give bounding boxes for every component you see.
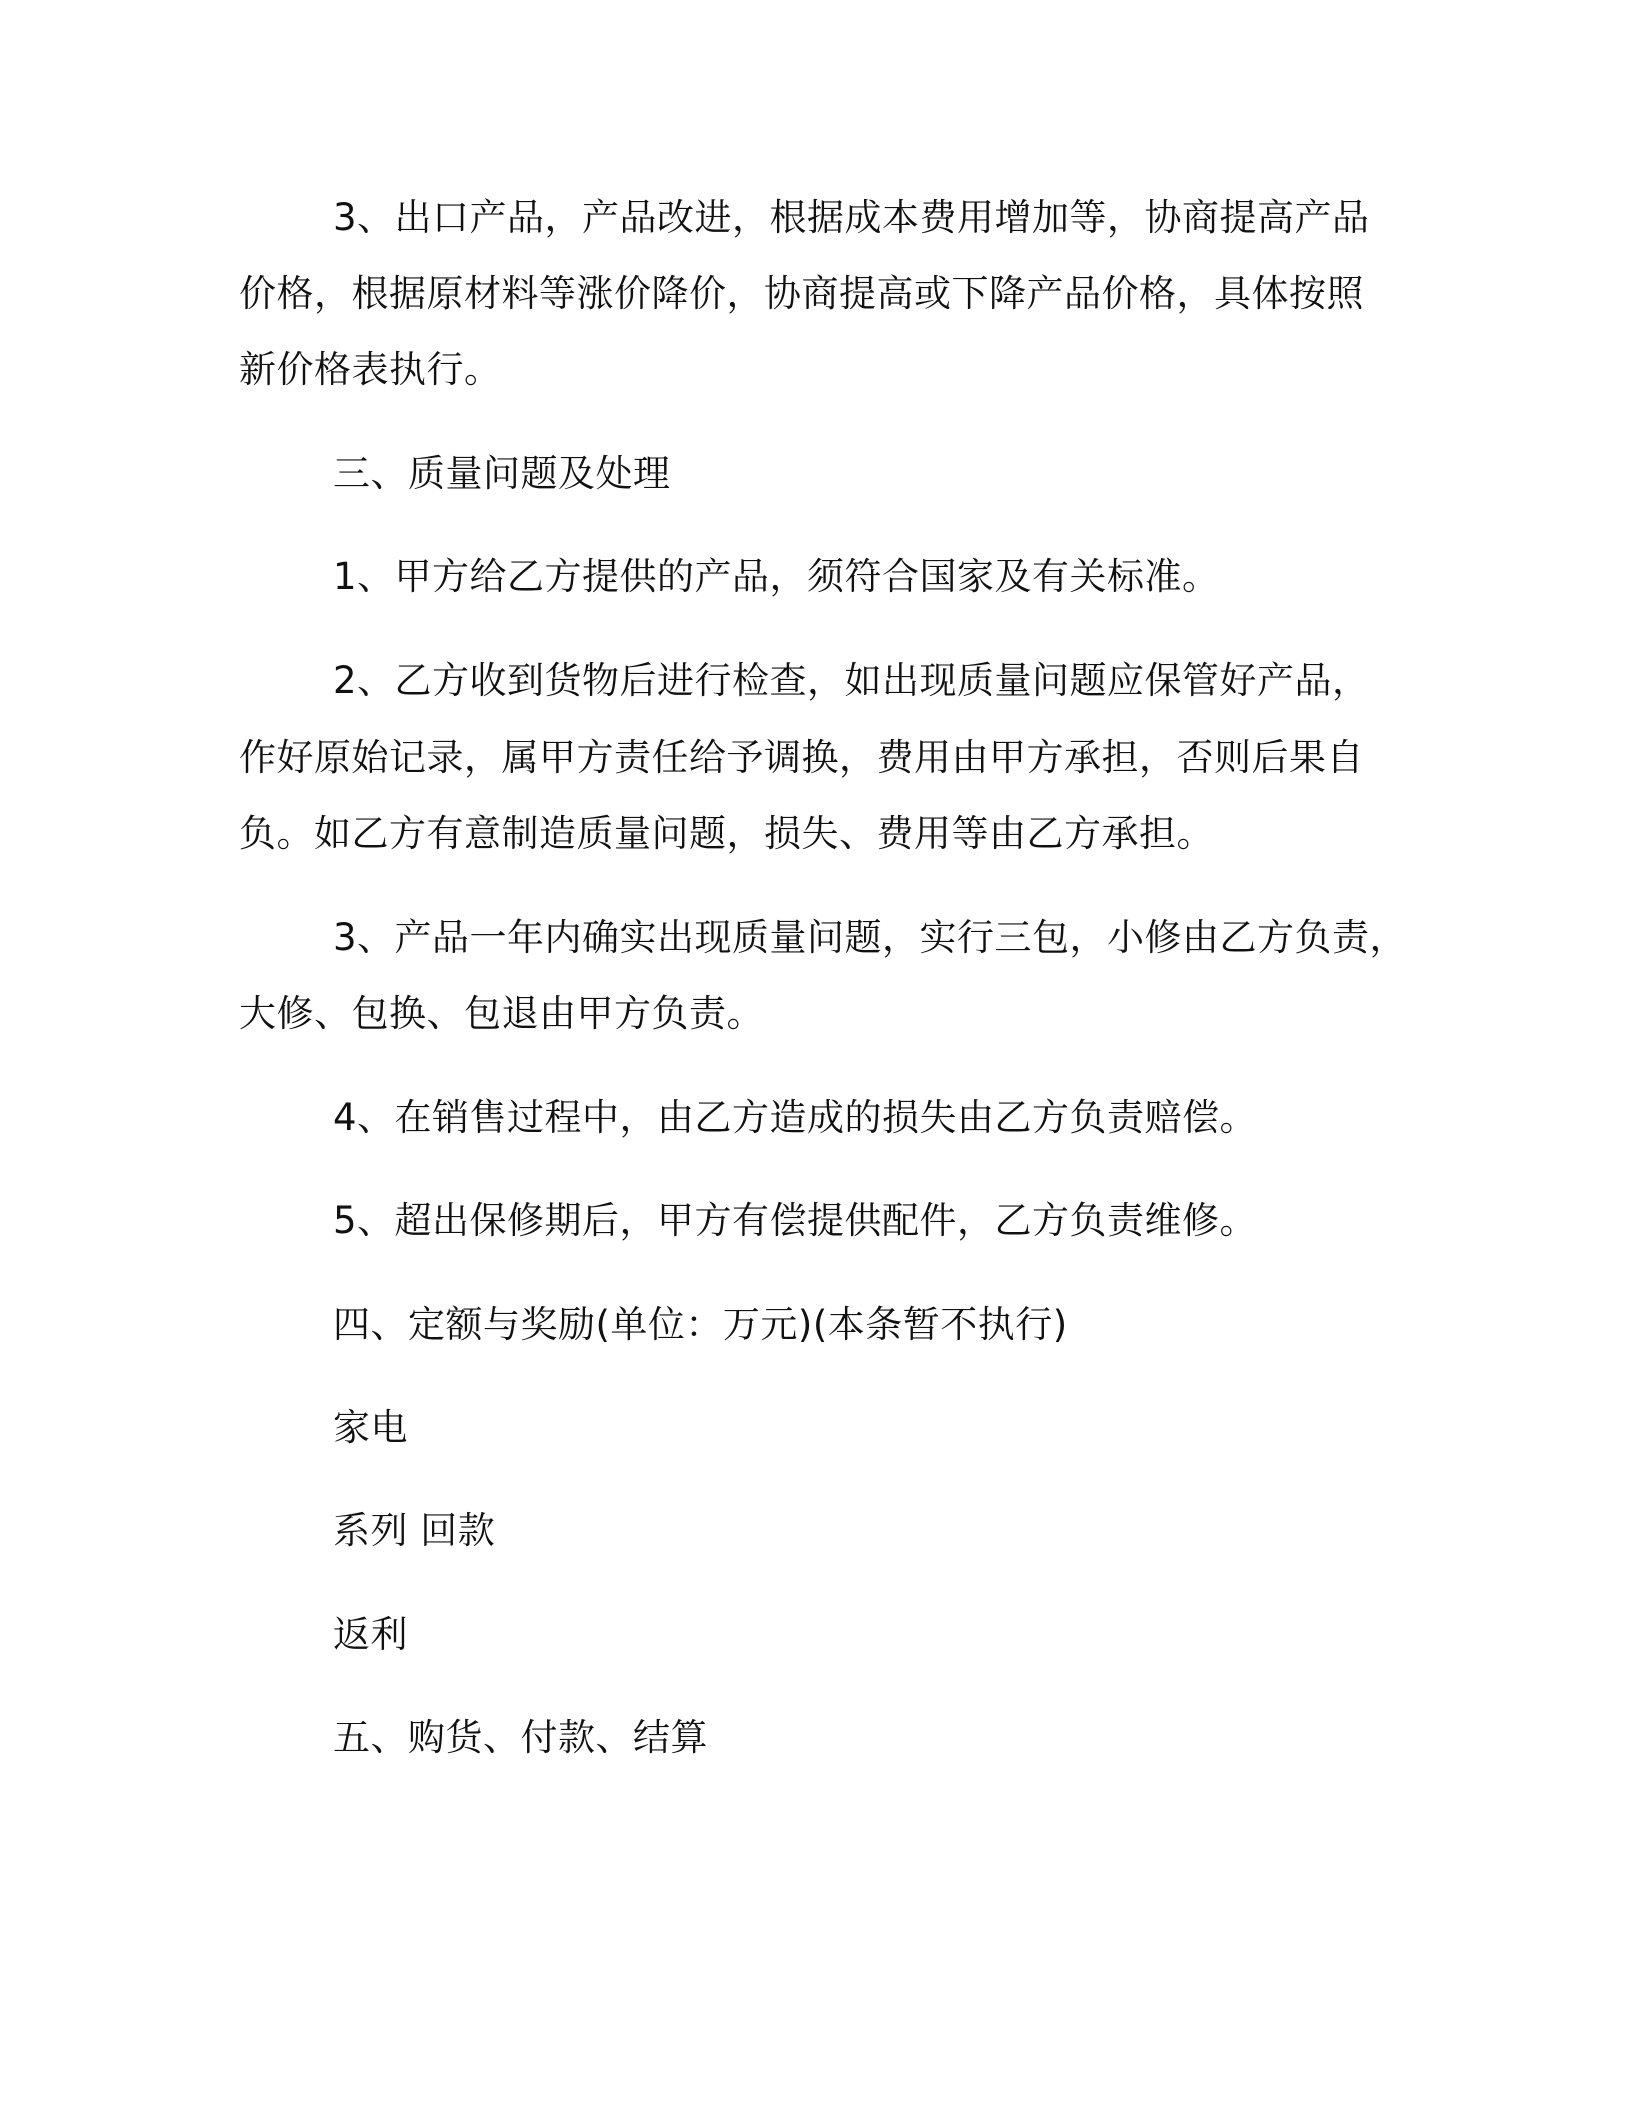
paragraph-quality-2-line-1: 2、乙方收到货物后进行检查，如出现质量问题应保管好产品， bbox=[333, 659, 1370, 702]
table-text-appliance: 家电 bbox=[333, 1406, 408, 1449]
section-heading-purchase: 五、购货、付款、结算 bbox=[333, 1716, 708, 1759]
section-heading-quality: 三、质量问题及处理 bbox=[333, 452, 671, 495]
section-heading-quota: 四、定额与奖励(单位：万元)(本条暂不执行) bbox=[333, 1303, 1068, 1346]
table-text-series-payment: 系列 回款 bbox=[333, 1509, 496, 1552]
paragraph-quality-5: 5、超出保修期后，甲方有偿提供配件，乙方负责维修。 bbox=[333, 1199, 1258, 1242]
paragraph-price-line-1: 3、出口产品，产品改进，根据成本费用增加等，协商提高产品 bbox=[333, 196, 1370, 239]
table-text-rebate: 返利 bbox=[333, 1613, 408, 1656]
paragraph-price-line-3: 新价格表执行。 bbox=[239, 348, 502, 391]
paragraph-quality-1: 1、甲方给乙方提供的产品，须符合国家及有关标准。 bbox=[333, 555, 1220, 598]
paragraph-quality-2-line-3: 负。如乙方有意制造质量问题，损失、费用等由乙方承担。 bbox=[239, 812, 1214, 855]
paragraph-quality-3-line-2: 大修、包换、包退由甲方负责。 bbox=[239, 992, 764, 1035]
paragraph-quality-3-line-1: 3、产品一年内确实出现质量问题，实行三包，小修由乙方负责， bbox=[333, 916, 1408, 959]
paragraph-price-line-2: 价格，根据原材料等涨价降价，协商提高或下降产品价格，具体按照 bbox=[239, 272, 1364, 315]
paragraph-quality-4: 4、在销售过程中，由乙方造成的损失由乙方负责赔偿。 bbox=[333, 1096, 1258, 1139]
paragraph-quality-2-line-2: 作好原始记录，属甲方责任给予调换，费用由甲方承担，否则后果自 bbox=[239, 736, 1364, 779]
